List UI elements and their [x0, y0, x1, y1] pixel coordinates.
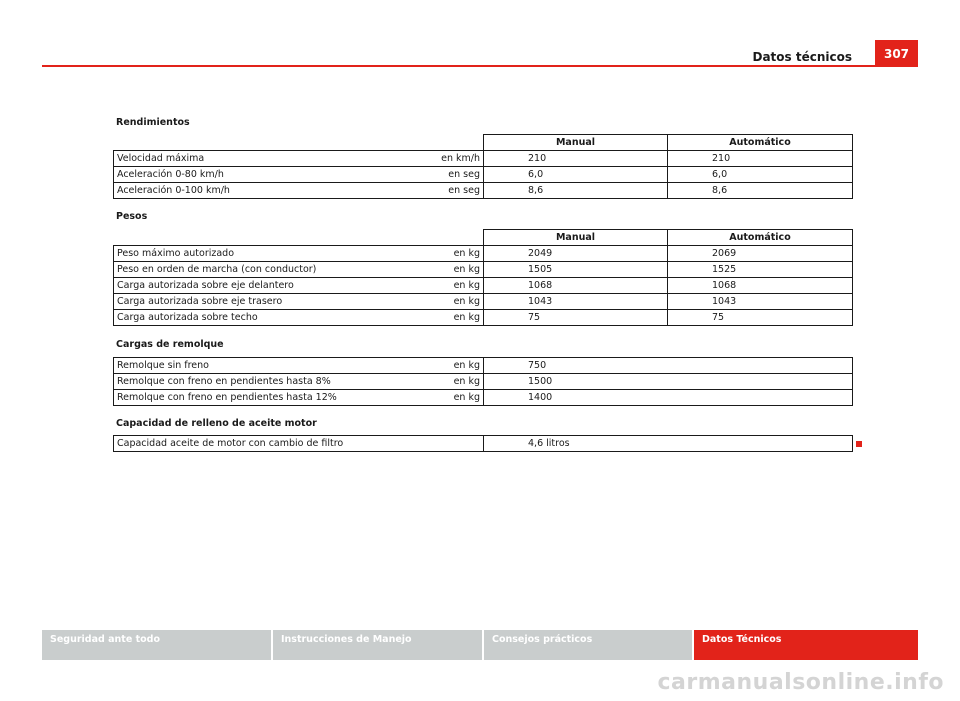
row-unit: en kg: [434, 246, 484, 262]
row-value-automatico: 2069: [668, 246, 853, 262]
row-unit: en kg: [434, 374, 484, 390]
header-blank-cell: [114, 230, 484, 246]
row-unit: en kg: [434, 390, 484, 406]
section-heading-rendimientos: Rendimientos: [116, 117, 190, 128]
table-row: [114, 262, 853, 278]
row-label: Carga autorizada sobre eje delantero: [114, 278, 434, 294]
row-value: 1500: [484, 374, 853, 390]
section-heading-remolque: Cargas de remolque: [116, 339, 224, 350]
row-value-automatico: 1525: [668, 262, 853, 278]
table-row: [114, 310, 853, 326]
row-label: Remolque con freno en pendientes hasta 12%: [114, 390, 434, 406]
column-header-automatico: Automático: [668, 135, 853, 151]
table-row: [114, 436, 853, 452]
table-header-row: [114, 135, 853, 151]
table-aceite: [113, 435, 853, 452]
table-row: [114, 374, 853, 390]
row-value-automatico: 8,6: [668, 183, 853, 199]
row-value: 4,6 litros: [484, 436, 853, 452]
row-unit: en kg: [434, 262, 484, 278]
row-label: Carga autorizada sobre eje trasero: [114, 294, 434, 310]
table-pesos: [113, 229, 853, 326]
table-row: [114, 183, 853, 199]
row-value-automatico: 75: [668, 310, 853, 326]
row-label: Aceleración 0-100 km/h: [114, 183, 434, 199]
header-blank-cell: [114, 135, 484, 151]
table-row: [114, 151, 853, 167]
row-unit: en kg: [434, 294, 484, 310]
section-heading-aceite: Capacidad de relleno de aceite motor: [116, 418, 317, 429]
header-rule: [42, 65, 918, 67]
footer-tab-seguridad[interactable]: Seguridad ante todo: [42, 630, 271, 660]
row-label: Remolque con freno en pendientes hasta 8%: [114, 374, 434, 390]
row-value-manual: 2049: [484, 246, 668, 262]
row-value-manual: 1505: [484, 262, 668, 278]
table-header-row: [114, 230, 853, 246]
table-row: [114, 246, 853, 262]
row-value-manual: 1068: [484, 278, 668, 294]
row-unit: en kg: [434, 278, 484, 294]
table-row: [114, 278, 853, 294]
page-title: Datos técnicos: [752, 50, 852, 64]
footer-tab-datos-tecnicos[interactable]: Datos Técnicos: [694, 630, 918, 660]
row-label: Aceleración 0-80 km/h: [114, 167, 434, 183]
end-of-section-marker: [856, 441, 862, 447]
row-unit: en seg: [434, 167, 484, 183]
row-label: Carga autorizada sobre techo: [114, 310, 434, 326]
row-label: Peso máximo autorizado: [114, 246, 434, 262]
table-row: [114, 390, 853, 406]
table-remolque: [113, 357, 853, 406]
table-row: [114, 294, 853, 310]
row-value-manual: 1043: [484, 294, 668, 310]
row-value: 750: [484, 358, 853, 374]
row-value-automatico: 6,0: [668, 167, 853, 183]
row-label: Peso en orden de marcha (con conductor): [114, 262, 434, 278]
row-value-manual: 75: [484, 310, 668, 326]
column-header-manual: Manual: [484, 135, 668, 151]
footer-tab-instrucciones[interactable]: Instrucciones de Manejo: [273, 630, 482, 660]
row-value: 1400: [484, 390, 853, 406]
row-unit: en seg: [434, 183, 484, 199]
table-row: [114, 358, 853, 374]
footer-tab-consejos[interactable]: Consejos prácticos: [484, 630, 692, 660]
footer-nav: [42, 630, 918, 660]
section-heading-pesos: Pesos: [116, 211, 148, 222]
row-unit: en kg: [434, 310, 484, 326]
row-value-automatico: 1068: [668, 278, 853, 294]
table-rendimientos: [113, 134, 853, 199]
row-label: Remolque sin freno: [114, 358, 434, 374]
row-value-manual: 210: [484, 151, 668, 167]
watermark: carmanualsonline.info: [657, 670, 944, 695]
row-value-automatico: 210: [668, 151, 853, 167]
row-unit: en kg: [434, 358, 484, 374]
row-label: Capacidad aceite de motor con cambio de filtro: [114, 436, 484, 452]
table-row: [114, 167, 853, 183]
row-value-manual: 6,0: [484, 167, 668, 183]
row-unit: en km/h: [434, 151, 484, 167]
row-value-automatico: 1043: [668, 294, 853, 310]
page-number: 307: [875, 40, 918, 67]
row-label: Velocidad máxima: [114, 151, 434, 167]
row-value-manual: 8,6: [484, 183, 668, 199]
column-header-automatico: Automático: [668, 230, 853, 246]
column-header-manual: Manual: [484, 230, 668, 246]
